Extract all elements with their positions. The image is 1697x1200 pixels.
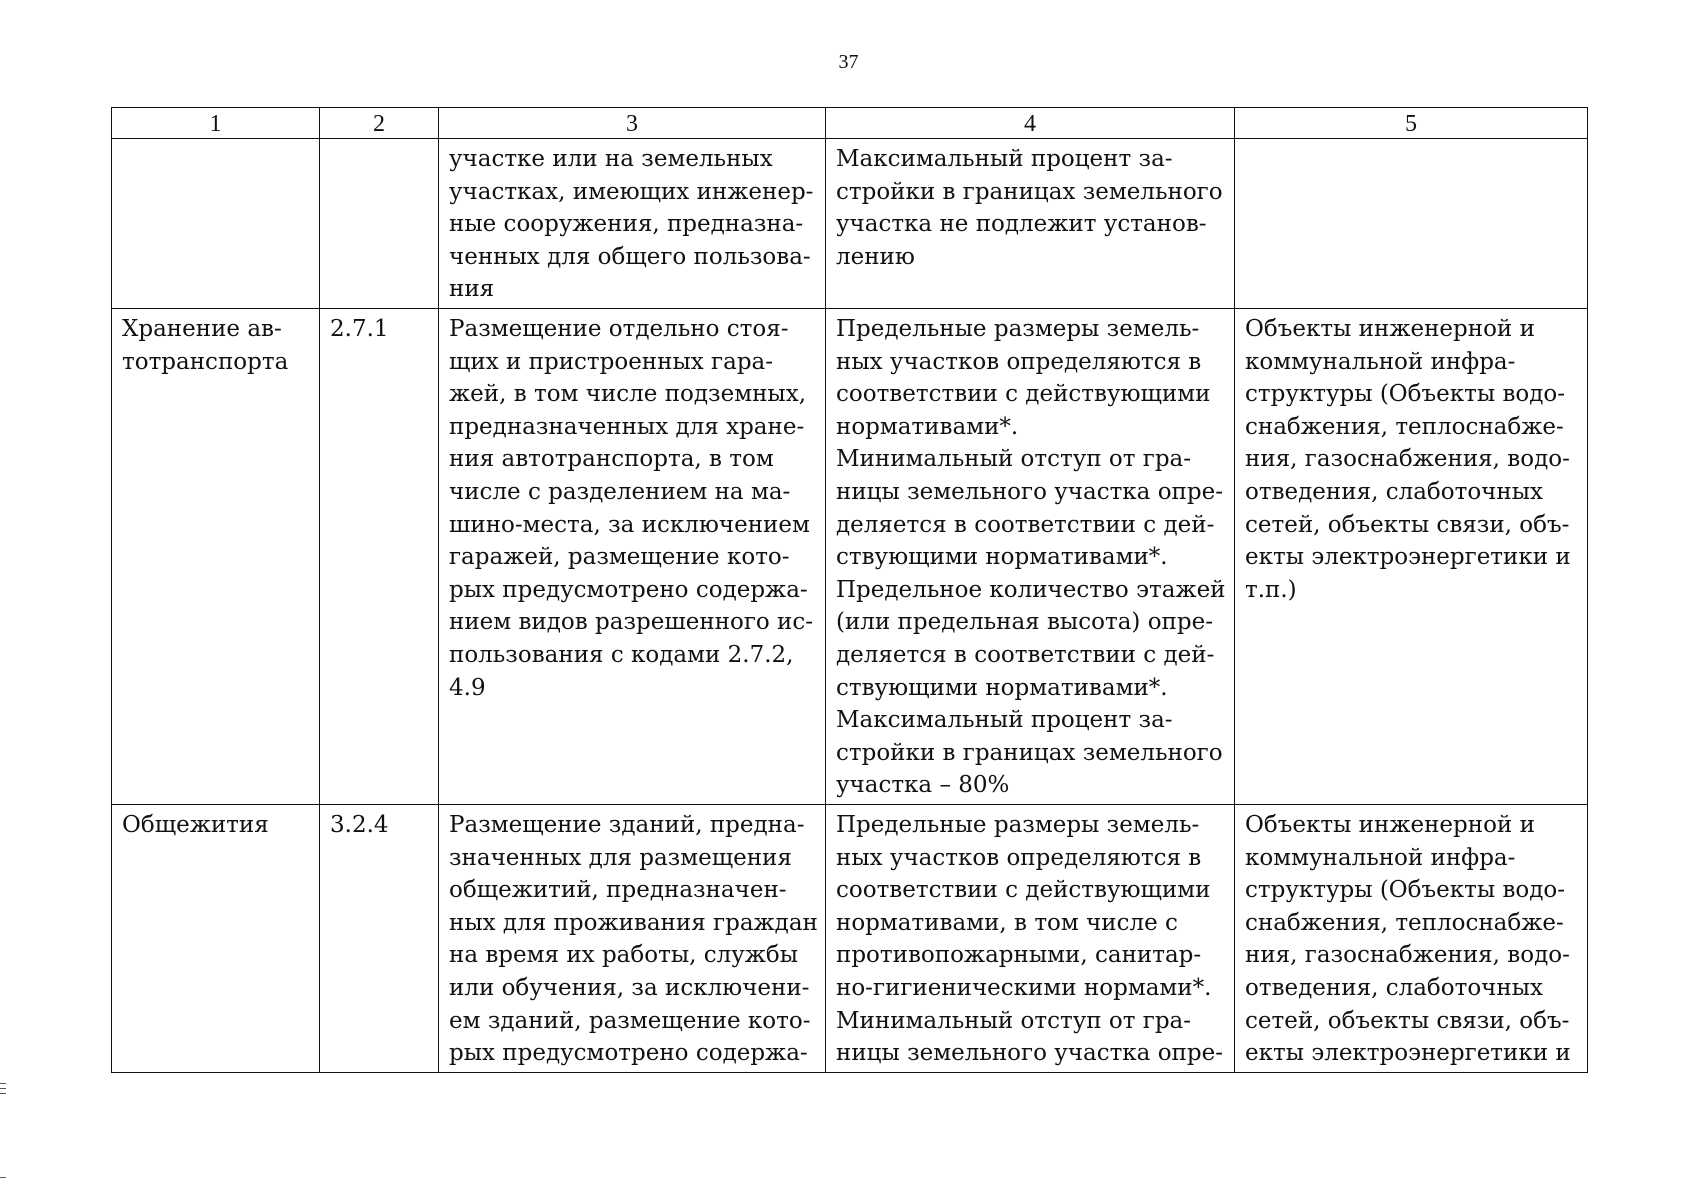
cell-line: снабжения, теплоснабже- — [1245, 909, 1564, 936]
use-code-cell — [320, 139, 439, 309]
cell-line: тотранспорта — [122, 348, 289, 375]
cell-line: общежитий, предназначен- — [449, 877, 787, 904]
auxiliary-uses-cell — [1235, 804, 1588, 1072]
cell-line: ния автотранспорта, в том — [449, 446, 774, 473]
cell-line: Предельные размеры земель- — [836, 811, 1200, 838]
cell-line: или обучения, за исключени- — [449, 974, 810, 1001]
cell-line: коммунальной инфра- — [1245, 844, 1516, 871]
parameters-cell — [826, 804, 1235, 1072]
cell-line: лению — [836, 243, 915, 270]
scan-edge-mark — [0, 1177, 6, 1178]
cell-line: снабжения, теплоснабже- — [1245, 413, 1564, 440]
cell-line: ния, газоснабжения, водо- — [1245, 446, 1570, 473]
cell-line: рых предусмотрено содержа- — [449, 1040, 808, 1067]
cell-line: участке или на земельных — [449, 146, 773, 172]
land-use-table — [111, 107, 1588, 1073]
column-header-4: 4 — [826, 108, 1235, 139]
cell-line: отведения, слаботочных — [1245, 974, 1543, 1001]
cell-line: Предельное количество этажей — [836, 576, 1226, 603]
cell-line: т.п.) — [1245, 576, 1297, 603]
cell-line: ные сооружения, предназна- — [449, 211, 804, 238]
scan-edge-mark — [0, 1093, 6, 1094]
cell-line: ных для проживания граждан — [449, 909, 818, 936]
cell-line: нормативами*. — [836, 413, 1019, 440]
cell-line: ния, газоснабжения, водо- — [1245, 942, 1570, 969]
auxiliary-uses-cell — [1235, 308, 1588, 804]
cell-line: жей, в том числе подземных, — [449, 381, 807, 408]
use-name-cell — [112, 139, 320, 309]
cell-line: ченных для общего пользова- — [449, 243, 811, 270]
cell-line: ствующими нормативами*. — [836, 544, 1168, 571]
cell-line: шино-места, за исключением — [449, 511, 810, 538]
parameters-cell — [826, 139, 1235, 309]
cell-line: соответствии с действующими — [836, 877, 1211, 904]
parameters-cell — [826, 308, 1235, 804]
cell-line: гаражей, размещение кото- — [449, 544, 790, 571]
cell-line: ницы земельного участка опре- — [836, 478, 1223, 505]
auxiliary-uses-cell — [1235, 139, 1588, 309]
table-row — [112, 804, 1588, 1072]
cell-line: пользования с кодами 2.7.2, — [449, 641, 794, 668]
use-description-cell — [439, 139, 826, 309]
cell-line: значенных для размещения — [449, 844, 792, 871]
column-header-3: 3 — [439, 108, 826, 139]
cell-line: на время их работы, службы — [449, 942, 799, 969]
use-description-cell — [439, 308, 826, 804]
cell-line: Минимальный отступ от гра- — [836, 446, 1192, 473]
cell-line: Максимальный процент за- — [836, 707, 1173, 734]
cell-line: Предельные размеры земель- — [836, 315, 1200, 342]
cell-line: стройки в границах земельного — [836, 739, 1223, 766]
cell-line: екты электроэнергетики и — [1245, 1040, 1571, 1067]
cell-line: нормативами, в том числе с — [836, 909, 1178, 936]
cell-line: но-гигиеническими нормами*. — [836, 974, 1212, 1001]
cell-line: участка не подлежит установ- — [836, 211, 1207, 238]
use-name-cell — [112, 804, 320, 1072]
cell-line: Общежития — [122, 811, 269, 838]
cell-line: Хранение ав- — [122, 315, 282, 342]
cell-line: структуры (Объекты водо- — [1245, 381, 1566, 408]
cell-line: щих и пристроенных гара- — [449, 348, 774, 375]
cell-line: Объекты инженерной и — [1245, 315, 1535, 342]
cell-line: Объекты инженерной и — [1245, 811, 1535, 838]
table-row — [112, 139, 1588, 309]
cell-line: соответствии с действующими — [836, 381, 1211, 408]
cell-line: Максимальный процент за- — [836, 146, 1173, 172]
column-header-2: 2 — [320, 108, 439, 139]
cell-line: участка – 80% — [836, 772, 1010, 799]
cell-line: ствующими нормативами*. — [836, 674, 1168, 701]
cell-line: структуры (Объекты водо- — [1245, 877, 1566, 904]
cell-line: противопожарными, санитар- — [836, 942, 1202, 969]
use-code-cell: 3.2.4 — [320, 804, 439, 1072]
cell-line: ницы земельного участка опре- — [836, 1040, 1223, 1067]
cell-line: деляется в соответствии с дей- — [836, 511, 1215, 538]
cell-line: деляется в соответствии с дей- — [836, 641, 1215, 668]
cell-line: (или предельная высота) опре- — [836, 609, 1213, 636]
use-name-cell — [112, 308, 320, 804]
cell-line: Минимальный отступ от гра- — [836, 1007, 1192, 1034]
cell-line: 4.9 — [449, 674, 486, 701]
cell-line: екты электроэнергетики и — [1245, 544, 1571, 571]
column-header-5: 5 — [1235, 108, 1588, 139]
page-number: 37 — [838, 51, 859, 73]
cell-line: сетей, объекты связи, объ- — [1245, 1007, 1570, 1034]
cell-line: ных участков определяются в — [836, 348, 1202, 375]
scan-edge-mark — [0, 1083, 6, 1084]
use-description-cell — [439, 804, 826, 1072]
use-code-cell: 2.7.1 — [320, 308, 439, 804]
table-header-row — [112, 108, 1588, 139]
cell-line: рых предусмотрено содержа- — [449, 576, 808, 603]
cell-line: нием видов разрешенного ис- — [449, 609, 814, 636]
table-row — [112, 308, 1588, 804]
scan-edge-mark — [0, 1088, 6, 1089]
cell-line: числе с разделением на ма- — [449, 478, 791, 505]
cell-line: сетей, объекты связи, объ- — [1245, 511, 1570, 538]
cell-line: Размещение отдельно стоя- — [449, 315, 789, 342]
cell-line: коммунальной инфра- — [1245, 348, 1516, 375]
cell-line: отведения, слаботочных — [1245, 478, 1543, 505]
cell-line: ных участков определяются в — [836, 844, 1202, 871]
cell-line: ем зданий, размещение кото- — [449, 1007, 811, 1034]
cell-line: стройки в границах земельного — [836, 178, 1223, 205]
column-header-1: 1 — [112, 108, 320, 139]
cell-line: предназначенных для хране- — [449, 413, 805, 440]
cell-line: Размещение зданий, предна- — [449, 811, 805, 838]
cell-line: ния — [449, 276, 495, 303]
cell-line: участках, имеющих инженер- — [449, 178, 814, 205]
